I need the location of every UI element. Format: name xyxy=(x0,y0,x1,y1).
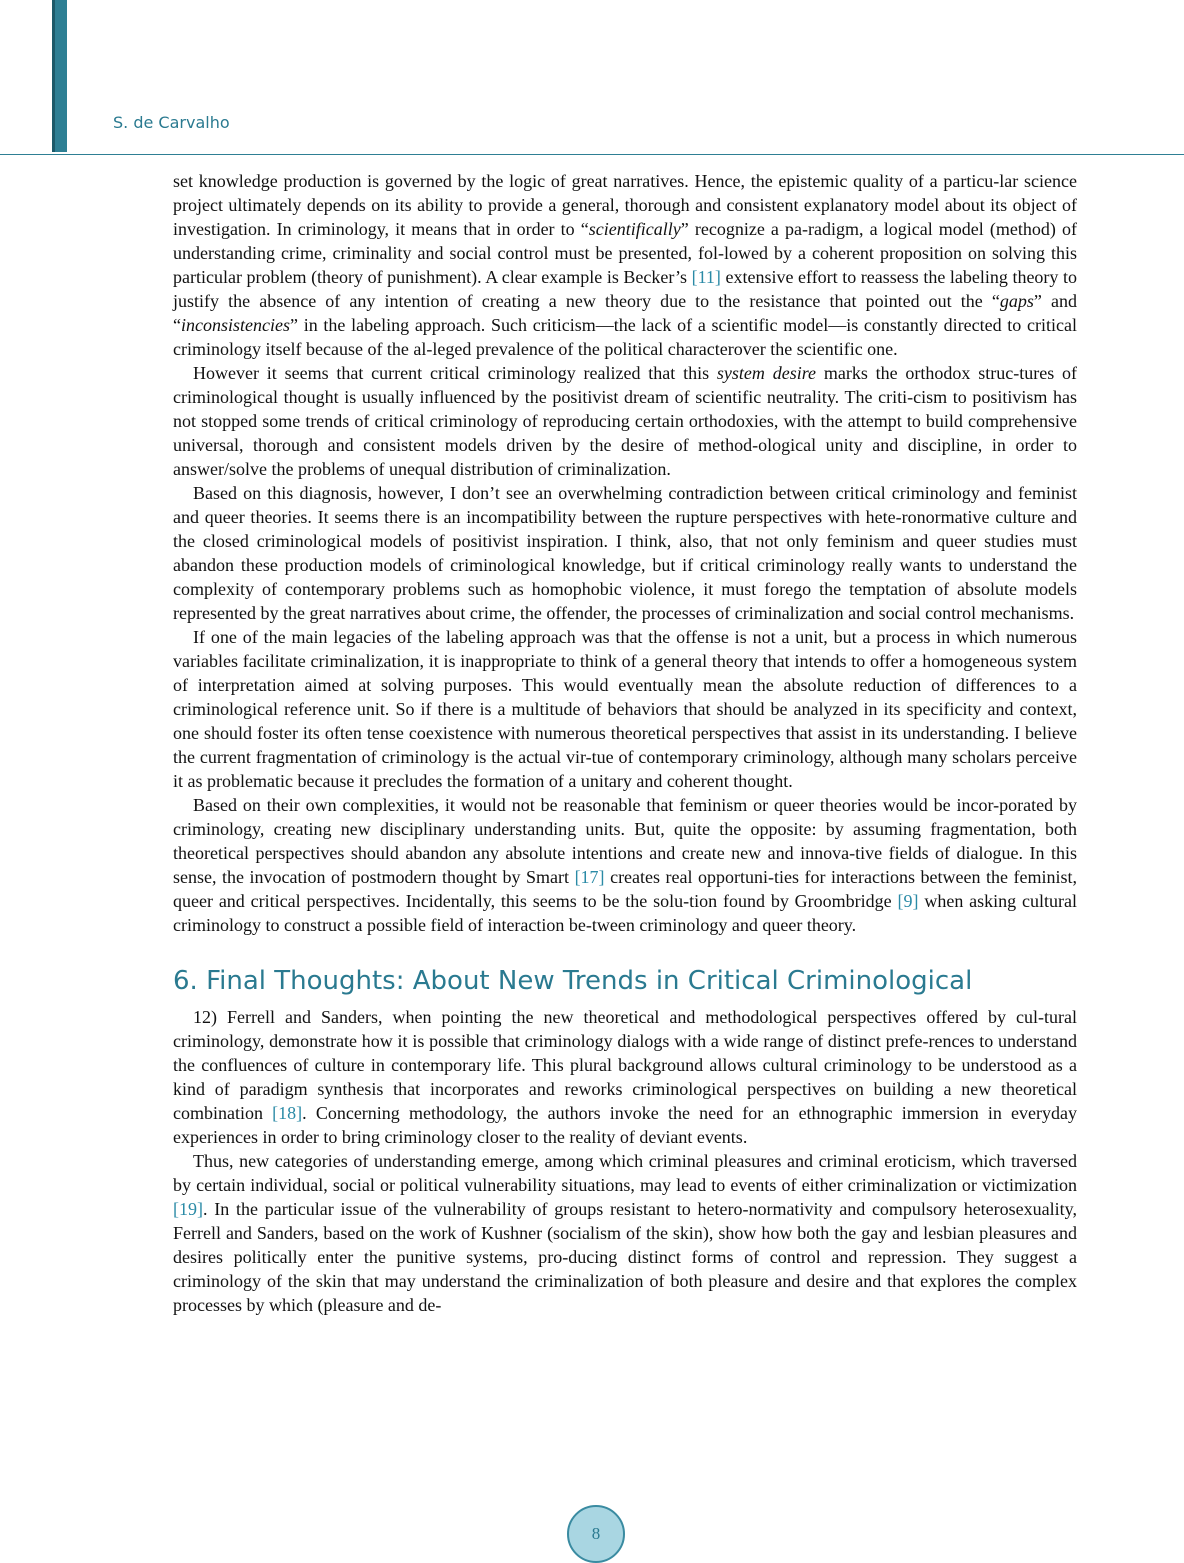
paragraph-text: marks the orthodox struc-tures of criminological thought is usually influenced by the positivist dream of scientific neutrality. The criti-cism to positivism has not stopped some trends of critical criminology of reproducing certain orthodoxies, with the attempt to build comprehensive universal, thorough and consistent models driven by the desire of method-ological unity and discipline, in order to answer/solve the problems of unequal distribution of criminalization. xyxy=(173,363,1078,479)
citation-link[interactable]: [9] xyxy=(897,891,919,911)
paragraph-text: If one of the main legacies of the labeling approach was that the offense is not a unit, but a process in which numerous variables facilitate criminalization, it is inappropriate to think of a general theory that intends to offer a homogeneous system of interpretation aimed at solving purposes. This would eventually mean the absolute reduction of differences to a criminological reference unit. So if there is a multitude of behaviors that should be analyzed in its specificity and context, one should foster its often tense coexistence with numerous theoretical perspectives that assist in its understanding. I believe the current fragmentation of criminology is the actual vir-tue of contemporary criminology, although many scholars perceive it as problematic because it precludes the formation of a unitary and coherent thought. xyxy=(173,627,1077,791)
paragraphs-before-section xyxy=(173,169,1077,937)
citation-link[interactable]: [17] xyxy=(574,867,605,887)
paragraph-text: Based on their own complexities, it would not be reasonable that feminism or queer theories would be incor-porated by criminology, creating new disciplinary understanding units. But, quite the opposite: by assuming fragmentation, both theoretical perspectives should abandon any absolute intentions and create new and innova-tive fields of dialogue. In this sense, the invocation of postmodern thought by Smart xyxy=(173,795,1077,887)
article-body xyxy=(173,169,1077,1317)
header-rule xyxy=(0,154,1184,155)
paragraph-text: when asking cultural criminology to construct a possible field of interaction be-tween criminology and queer theory. xyxy=(173,891,1077,935)
citation-link[interactable]: [19] xyxy=(173,1199,203,1219)
section-heading: 6. Final Thoughts: About New Trends in Critical Criminological xyxy=(173,966,973,996)
paragraph-text: However it seems that current critical criminology realized that this xyxy=(193,363,717,383)
paragraph xyxy=(173,481,1077,625)
paragraph xyxy=(173,1005,1077,1149)
emphasis-text: inconsistencies xyxy=(181,315,290,335)
header-accent-bar-edge xyxy=(52,0,55,152)
emphasis-text: gaps xyxy=(999,291,1034,311)
paragraph-text: Thus, new categories of understanding emerge, among which criminal pleasures and criminal eroticism, which traversed by certain individual, social or political vulnerability situations, may lead to events of either criminalization or victimization xyxy=(173,1151,1077,1195)
paragraph xyxy=(173,361,1077,481)
paragraph-text: . Concerning methodology, the authors invoke the need for an ethnographic immersion in everyday experiences in order to bring criminology closer to the reality of deviant events. xyxy=(173,1103,1077,1147)
running-head-author: S. de Carvalho xyxy=(113,113,230,132)
paragraphs-after-section xyxy=(173,1005,1077,1317)
paragraph-text: creates real opportuni-ties for interactions between the feminist, queer and critical perspectives. Incidentally, this seems to be the solu-tion found by Groombridge xyxy=(173,867,1077,911)
emphasis-text: scientifically xyxy=(588,219,681,239)
paragraph xyxy=(173,1149,1077,1317)
page-number xyxy=(567,1505,625,1563)
paragraph-text: Based on this diagnosis, however, I don’t see an overwhelming contradiction between critical criminology and feminist and queer theories. It seems there is an incompatibility between the rupture perspectives with hete-ronormative culture and the closed criminological models of positivist inspiration. I think, also, that not only feminism and queer studies must abandon these production models of criminological knowledge, but if critical criminology really wants to understand the complexity of contemporary problems such as homophobic violence, it must forego the temptation of absolute models represented by the great narratives about crime, the offender, the processes of criminalization and social control mechanisms. xyxy=(173,483,1077,623)
page-number-label: 8 xyxy=(591,1524,601,1543)
citation-link[interactable]: [11] xyxy=(691,267,721,287)
paragraph-text: set knowledge production is governed by the logic of great narratives. Hence, the epistemic quality of a particu-lar science project ultimately depends on its ability to provide a general, thorough and consistent explanatory model about its object of investigation. In criminology, it means that in order to “ xyxy=(173,171,1077,239)
paragraph-text: 12) Ferrell and Sanders, when pointing the new theoretical and methodological perspectives offered by cul-tural criminology, demonstrate how it is possible that criminology dialogs with a wide range of distinct prefe-rences to understand the confluences of culture in contemporary life. This plural background allows cultural criminology to be understood as a kind of paradigm synthesis that incorporates and reworks criminological perspectives on building a new theoretical combination xyxy=(173,1007,1077,1123)
paragraph-text: ” and “ xyxy=(173,291,1077,335)
paragraph-text: ” in the labeling approach. Such criticism—the lack of a scientific model—is constantly directed to critical criminology itself because of the al-leged prevalence of the political characterover the scientific one. xyxy=(173,315,1077,359)
paragraph-text: . In the particular issue of the vulnerability of groups resistant to hetero-normativity and compulsory heterosexuality, Ferrell and Sanders, based on the work of Kushner (socialism of the skin), show how both the gay and lesbian pleasures and desires politically enter the punitive systems, pro-ducing distinct forms of control and repression. They suggest a criminology of the skin that may understand the criminalization of both pleasure and desire and that explores the complex processes by which (pleasure and de- xyxy=(173,1199,1077,1315)
paragraph-text: extensive effort to reassess the labeling theory to justify the absence of any intention of creating a new theory due to the resistance that pointed out the “ xyxy=(173,267,1077,311)
paragraph xyxy=(173,169,1077,361)
paragraph xyxy=(173,625,1077,793)
paragraph xyxy=(173,793,1077,937)
emphasis-text: system desire xyxy=(716,363,817,383)
paragraph-text: ” recognize a pa-radigm, a logical model (method) of understanding crime, criminality and social control must be presented, fol-lowed by a coherent proposition on solving this particular problem (theory of punishment). A clear example is Becker’s xyxy=(173,219,1077,287)
citation-link[interactable]: [18] xyxy=(272,1103,303,1123)
